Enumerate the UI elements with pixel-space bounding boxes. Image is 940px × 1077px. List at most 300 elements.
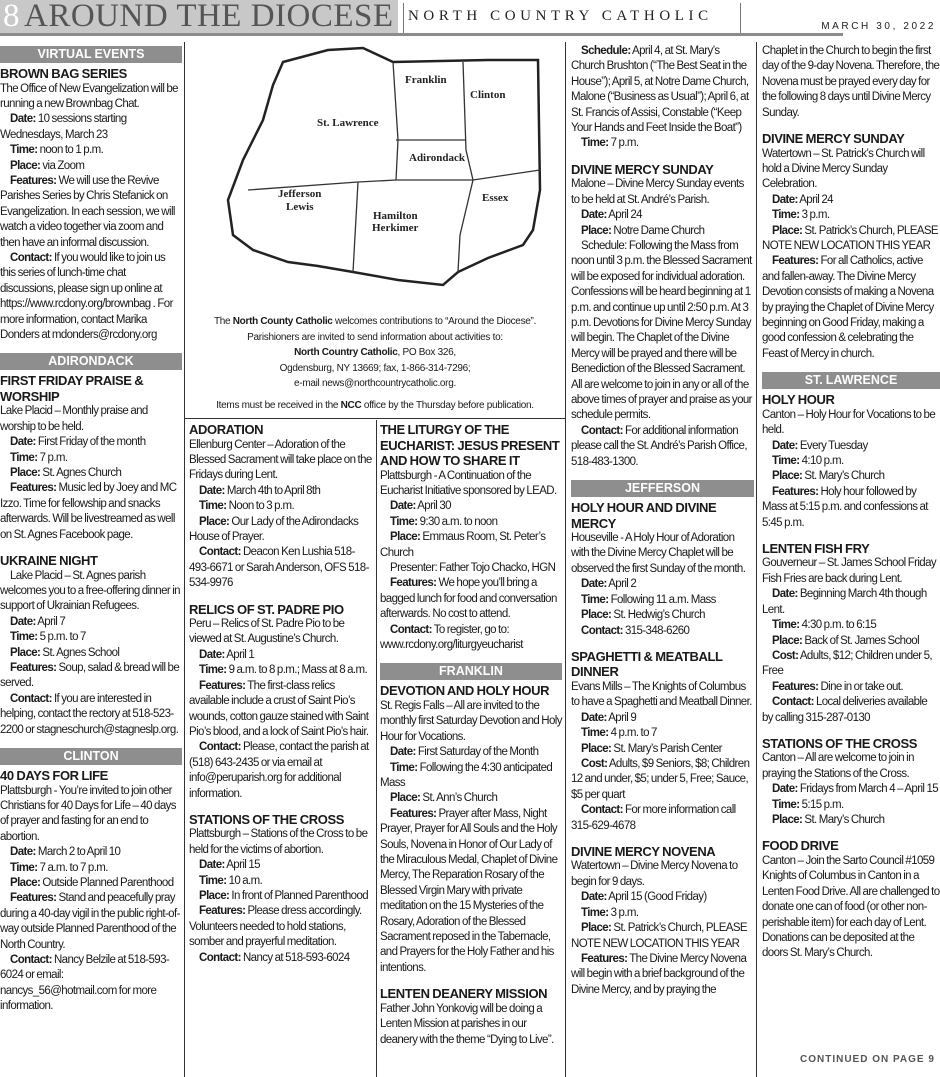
detail-text: March 4th to April 8th — [224, 484, 321, 497]
detail-label: Time: — [10, 861, 38, 874]
detail-text: Ellenburg Center – Adoration of the Blessed Sacrament will take place on the Fridays during Lent. — [189, 438, 372, 482]
event-detail — [0, 784, 182, 846]
detail-text: April 7 — [35, 615, 66, 628]
detail-text: Beginning March 4th though Lent. — [762, 588, 927, 616]
detail-label: Contact: — [10, 251, 52, 264]
event-detail — [762, 782, 940, 797]
detail-text: Plattsburgh - You’re invited to join other Christians for 40 Days for Life – 40 days of prayer and fasting for an end to abortion. — [0, 784, 176, 843]
detail-text: Our Lady of the Adirondacks House of Prayer. — [189, 515, 359, 543]
detail-label: Place: — [581, 609, 612, 622]
event-listing — [380, 683, 562, 976]
event-detail — [189, 648, 373, 663]
detail-label: Features: — [199, 679, 246, 692]
event-detail — [762, 854, 940, 962]
county-label: Adirondack — [409, 152, 466, 164]
event-detail — [380, 515, 562, 530]
column-rule — [184, 42, 185, 1077]
event-detail — [571, 711, 754, 726]
credits-text: e-mail news@northcountrycatholic.org. — [294, 378, 456, 389]
detail-text: 4:10 p.m. — [799, 454, 844, 467]
event-title: SPAGHETTI & MEATBALL DINNER — [571, 648, 723, 680]
credits-text: , PO Box 326, — [397, 347, 456, 358]
credits-line — [188, 330, 562, 346]
detail-label: Cost: — [581, 757, 608, 770]
event-detail — [0, 112, 182, 143]
detail-label: Place: — [772, 634, 803, 647]
county-label: Jefferson — [278, 188, 322, 200]
event-detail — [762, 634, 940, 649]
event-detail — [762, 485, 940, 531]
event-detail — [571, 177, 754, 208]
column-2 — [189, 422, 373, 976]
event-detail — [0, 630, 182, 645]
event-listing — [762, 541, 940, 726]
detail-label: Time: — [199, 500, 227, 513]
event-detail — [571, 952, 754, 998]
detail-label: Place: — [772, 814, 803, 827]
event-title: STATIONS OF THE CROSS — [189, 811, 345, 827]
detail-label: Date: — [199, 859, 225, 872]
event-detail — [189, 951, 373, 966]
event-detail — [571, 44, 754, 136]
detail-text: Malone – Divine Mercy Sunday events to be held at St. André’s Parish. — [571, 178, 744, 206]
section-header-st-lawrence: ST. LAWRENCE — [762, 372, 940, 389]
event-detail — [0, 845, 182, 860]
event-detail — [571, 803, 754, 834]
event-detail — [571, 608, 754, 623]
detail-text: St. Mary’s Parish Center — [611, 742, 722, 755]
event-detail — [571, 239, 754, 424]
credits-text: office by the Thursday before publication. — [361, 399, 534, 411]
detail-text: St. Agnes Church — [40, 467, 122, 480]
detail-text: Watertown – Divine Mercy Novena to begin for 9 days. — [571, 860, 738, 888]
detail-text: Emmaus Room, St. Peter’s Church — [380, 531, 546, 559]
column-4 — [571, 44, 754, 1008]
credits-line — [188, 314, 562, 330]
column-rule — [565, 42, 566, 1077]
detail-text: Holy hour followed by Mass at 5:15 p.m. and confessions at 5:45 p.m. — [762, 485, 928, 529]
event-title: DEVOTION AND HOLY HOUR — [380, 683, 550, 699]
detail-text: Fridays from March 4 – April 15 — [797, 783, 939, 796]
event-detail — [380, 576, 562, 622]
detail-text: 7 p.m. — [37, 451, 68, 464]
event-title: LENTEN FISH FRY — [762, 540, 870, 556]
divider — [398, 33, 843, 36]
column-rule — [376, 420, 377, 1077]
event-detail — [380, 791, 562, 806]
detail-text: April 1 — [224, 648, 255, 661]
event-detail — [762, 798, 940, 813]
detail-text: St. Ann’s Church — [420, 792, 498, 805]
masthead — [0, 0, 940, 40]
event-detail — [380, 761, 562, 792]
column-3 — [380, 422, 562, 1058]
detail-label: Contact: — [581, 624, 623, 637]
credits-line — [188, 345, 562, 361]
event-title: UKRAINE NIGHT — [0, 553, 98, 569]
event-detail — [762, 439, 940, 454]
detail-text: 315-348-6260 — [622, 624, 690, 637]
detail-text: Soup, salad & bread will be served. — [0, 662, 180, 690]
event-detail — [0, 615, 182, 630]
event-title: DIVINE MERCY SUNDAY — [762, 131, 905, 147]
event-detail — [380, 530, 562, 561]
publication-name: North Country Catholic — [294, 347, 398, 358]
county-label: Lewis — [286, 201, 314, 213]
event-title: THE LITURGY OF THE EUCHARIST: JESUS PRESENT AND HOW TO SHARE IT — [380, 422, 560, 468]
detail-text: For all Catholics, active and fallen-away. The Divine Mercy Devotion consists of making a Novena by praying the Chaplet of Divine Mercy beginning on Good Friday, making a good confession & celebrating the Feast of Mercy in church. — [762, 255, 934, 360]
detail-text: April 15 (Good Friday) — [606, 891, 707, 904]
event-detail — [762, 695, 940, 726]
diocese-map — [188, 40, 562, 315]
divider — [740, 3, 741, 33]
event-detail — [380, 561, 562, 576]
detail-label: Contact: — [199, 741, 241, 754]
credits-text: Parishioners are invited to send information about activities to: — [247, 331, 503, 343]
event-listing — [571, 44, 754, 152]
event-detail — [571, 726, 754, 741]
event-detail — [0, 891, 182, 953]
event-detail — [762, 147, 940, 193]
detail-text: via Zoom — [40, 159, 85, 172]
detail-label: Place: — [10, 467, 41, 480]
event-listing — [0, 66, 182, 343]
event-detail — [0, 481, 182, 543]
detail-label: Time: — [390, 515, 418, 528]
event-detail — [762, 649, 940, 680]
event-detail — [571, 859, 754, 890]
county-label: Herkimer — [372, 222, 419, 234]
detail-text: Back of St. James School — [802, 634, 920, 647]
event-detail — [571, 208, 754, 223]
detail-text: For additional information please call the St. André’s Parish Office, 518-483-1300. — [571, 424, 747, 468]
column-1 — [0, 44, 182, 1025]
detail-text: Chaplet in the Church to begin the first day of the 9-day Novena. Therefore, the Novena must be prayed every day for the following 8 days until Divine Mercy Sunday. — [762, 45, 940, 119]
detail-text: 5:15 p.m. — [799, 798, 844, 811]
detail-text: noon to 1 p.m. — [37, 144, 104, 157]
detail-label: Place: — [581, 224, 612, 237]
detail-label: Time: — [581, 727, 609, 740]
event-detail — [762, 224, 940, 255]
detail-label: Features: — [10, 662, 57, 674]
detail-text: Noon to 3 p.m. — [226, 500, 295, 513]
county-label: St. Lawrence — [317, 117, 379, 129]
event-detail — [571, 224, 754, 239]
event-detail — [0, 646, 182, 661]
event-title: BROWN BAG SERIES — [0, 66, 127, 81]
detail-label: Date: — [772, 439, 798, 452]
event-listing — [189, 812, 373, 966]
event-detail — [571, 577, 754, 592]
detail-text: Please dress accordingly. Volunteers needed to hold stations, somber and prayerful meditation. — [189, 905, 362, 949]
event-detail — [0, 435, 182, 450]
detail-text: Please, contact the parish at (518) 643-2435 or via email at info@peruparish.org for additional information. — [189, 741, 369, 800]
detail-label: Place: — [772, 224, 803, 237]
detail-label: Time: — [10, 451, 38, 464]
event-detail — [762, 587, 940, 618]
event-listing — [571, 649, 754, 834]
event-detail — [762, 208, 940, 223]
event-detail — [762, 751, 940, 782]
event-detail — [762, 469, 940, 484]
detail-label: Features: — [772, 255, 819, 268]
detail-label: Cost: — [772, 649, 799, 662]
detail-text: 3 p.m. — [608, 906, 639, 919]
detail-text: Following the 4:30 anticipated Mass — [380, 761, 553, 789]
detail-text: 4 p.m. to 7 — [608, 727, 657, 740]
detail-label: Place: — [390, 792, 421, 805]
detail-text: St. Regis Falls – All are invited to the monthly first Saturday Devotion and Holy Hour for Vocations. — [380, 699, 562, 743]
detail-label: Date: — [199, 648, 225, 661]
event-listing — [762, 392, 940, 531]
event-title: LENTEN DEANERY MISSION — [380, 986, 548, 1002]
county-map-graphic — [188, 40, 562, 315]
detail-text: Adults, $9 Seniors, $8; Children 12 and under, $5; under 5, Free; Sauce, $5 per quart — [571, 757, 750, 801]
event-detail — [380, 1002, 562, 1048]
diocese-outline — [228, 48, 540, 285]
detail-label: Place: — [772, 470, 803, 483]
event-listing — [762, 44, 940, 121]
event-listing — [0, 373, 182, 543]
detail-text: Plattsburgh - A Continuation of the Eucharist Initiative sponsored by LEAD. — [380, 469, 557, 497]
event-title: DIVINE MERCY SUNDAY — [571, 161, 714, 177]
detail-text: St. Mary’s Church — [802, 814, 885, 827]
detail-label: Time: — [581, 137, 609, 150]
detail-text: Dine in or take out. — [818, 680, 903, 693]
detail-label: Time: — [772, 619, 800, 632]
paper-name: NORTH COUNTRY CATHOLIC — [408, 8, 713, 24]
detail-text: Schedule: Following the Mass from noon until 3 p.m. the Blessed Sacrament will be exposed for individual adoration. Confessions will be heard beginning at 1 p.m. and continue up until 2:50 p.m. At 3 p.m. Devotions for Divine Mercy Sunday will begin. The Chaplet of the Divine Mercy will be prayed and there will be Benediction of the Blessed Sacrament. All are welcome to join in any or all of the above times of prayer and praise as your schedule permits. — [571, 239, 752, 422]
detail-label: Place: — [199, 515, 230, 528]
detail-label: Date: — [772, 588, 798, 601]
detail-text: First Saturday of the Month — [415, 746, 539, 759]
detail-label: Place: — [199, 890, 230, 903]
detail-label: Time: — [772, 798, 800, 811]
detail-text: 3 p.m. — [799, 209, 830, 222]
event-detail — [0, 876, 182, 891]
continued-on-page-link[interactable]: CONTINUED ON PAGE 9 — [800, 1054, 935, 1065]
detail-label: Place: — [581, 742, 612, 755]
detail-label: Date: — [390, 500, 416, 513]
event-detail — [0, 251, 182, 343]
event-title: DIVINE MERCY NOVENA — [571, 843, 716, 859]
detail-label: Contact: — [581, 804, 623, 817]
detail-text: Lake Placid – St. Agnes parish welcomes you to a free-offering dinner in support of Ukrainian Refugees. — [0, 569, 180, 613]
detail-label: Date: — [10, 846, 36, 859]
detail-label: Contact: — [10, 692, 52, 705]
detail-text: Prayer after Mass, Night Prayer, Prayer for All Souls and the Holy Souls, Novena in Honor of Our Lady of the Miraculous Medal, Chaplet of Divine Mercy, The Reparation Rosary of the Blessed Virgin Mary with private meditation on the 15 Mysteries of the Rosary, Adoration of the Blessed Sacrament reposed in the Tabernacle, and Prayers for the Holy Father and his intentions. — [380, 807, 558, 974]
detail-label: Date: — [390, 746, 416, 759]
event-detail — [189, 679, 373, 741]
event-title: HOLY HOUR AND DIVINE MERCY — [571, 500, 717, 531]
detail-text: Peru – Relics of St. Padre Pio to be viewed at St. Augustine’s Church. — [189, 618, 345, 646]
detail-text: Canton – Join the Sarto Council #1059 Knights of Columbus in Canton in a Lenten Food Drive. All are challenged to donate one can of food (or other non-perishable item) for each day of Lent. Donations can be deposited at the doors St. Mary’s Church. — [762, 854, 940, 960]
detail-label: Contact: — [10, 954, 52, 966]
event-detail — [189, 663, 373, 678]
detail-label: Features: — [390, 807, 437, 820]
detail-label: Features: — [390, 577, 437, 590]
detail-text: Every Tuesday — [797, 439, 868, 452]
detail-label: Features: — [10, 174, 57, 187]
credits-line — [188, 376, 562, 392]
county-label: Franklin — [405, 74, 447, 86]
event-detail — [0, 692, 182, 738]
detail-text: If you are interested in helping, contact the rectory at 518-523-2200 or stagneschurch@stagneslp.org. — [0, 692, 179, 736]
detail-text: Music led by Joey and MC Izzo. Time for fellowship and snacks afterwards. Will be livestreamed as well on St. Agnes Facebook page. — [0, 482, 177, 541]
event-detail — [571, 890, 754, 905]
section-header-adirondack: ADIRONDACK — [0, 353, 182, 370]
detail-text: April 24 — [797, 193, 833, 206]
event-detail — [762, 556, 940, 587]
detail-text: The Office of New Evangelization will be running a new Brownbag Chat. — [0, 82, 178, 110]
detail-text: Evans Mills – The Knights of Columbus to have a Spaghetti and Meatball Dinner. — [571, 680, 752, 709]
event-detail — [571, 906, 754, 921]
detail-text: We will use the Revive Parishes Series by Chris Stefanick on Evangelization. In each session, we will watch a video together via zoom and then have an informal discussion. — [0, 174, 175, 249]
event-detail — [762, 408, 940, 439]
event-detail — [189, 499, 373, 514]
detail-text: For more information call 315-629-4678 — [571, 804, 736, 832]
event-detail — [571, 921, 754, 952]
detail-label: Features: — [772, 485, 819, 498]
detail-label: Contact: — [199, 546, 241, 559]
divider — [403, 3, 404, 33]
event-detail — [571, 531, 754, 577]
county-label: Hamilton — [373, 210, 418, 222]
event-detail — [571, 593, 754, 608]
detail-label: Time: — [772, 209, 800, 222]
event-detail — [0, 404, 182, 435]
detail-label: Time: — [772, 454, 800, 467]
event-detail — [762, 44, 940, 121]
detail-text: Stand and peacefully pray during a 40-day vigil in the public right-of-way outside Planned Parenthood of the North Country. — [0, 892, 180, 951]
event-detail — [189, 874, 373, 889]
section-banner — [0, 0, 398, 36]
publication-name: NCC — [340, 399, 362, 411]
detail-text: The first-class relics available include a crust of Saint Pio’s wounds, cotton gauze stained with Saint Pio’s blood, and a lock of Saint Pio’s hair. — [189, 679, 369, 738]
detail-text: 7 a.m. to 7 p.m. — [37, 861, 108, 874]
credits-line — [188, 398, 562, 414]
detail-text: April 30 — [415, 500, 451, 513]
detail-text: Canton – Holy Hour for Vocations to be held. — [762, 408, 936, 437]
detail-text: Nancy at 518-593-6024 — [240, 951, 350, 964]
section-header-virtual-events: VIRTUAL EVENTS — [0, 46, 182, 63]
detail-text: 10 a.m. — [226, 874, 263, 887]
detail-label: Contact: — [581, 424, 623, 437]
detail-label: Place: — [10, 159, 41, 172]
event-title: FOOD DRIVE — [762, 838, 839, 854]
detail-label: Features: — [772, 680, 819, 693]
event-detail — [0, 82, 182, 113]
detail-label: Time: — [199, 664, 227, 677]
section-header-clinton: CLINTON — [0, 748, 182, 765]
detail-text: Watertown – St. Patrick’s Church will hold a Divine Mercy Sunday Celebration. — [762, 147, 925, 191]
detail-text: Presenter: Father Tojo Chacko, HGN — [390, 561, 556, 574]
event-detail — [380, 623, 562, 654]
detail-label: Time: — [581, 593, 609, 606]
event-title: RELICS OF ST. PADRE PIO — [189, 601, 344, 617]
detail-label: Contact: — [390, 623, 432, 636]
credits-text: welcomes contributions to “Around the Diocese”. — [332, 316, 537, 327]
detail-text: 5 p.m. to 7 — [37, 631, 86, 644]
event-title: FIRST FRIDAY PRAISE & WORSHIP — [0, 373, 144, 404]
event-listing — [380, 986, 562, 1048]
event-detail — [0, 661, 182, 692]
event-listing — [762, 838, 940, 961]
detail-text: Adults, $12; Children under 5, Free — [762, 649, 933, 678]
detail-text: 7 p.m. — [608, 137, 639, 150]
detail-text: Local deliveries available by calling 315-287-0130 — [762, 696, 928, 724]
event-detail — [571, 757, 754, 803]
column-rule — [756, 42, 757, 1077]
event-detail — [189, 827, 373, 858]
event-detail — [0, 861, 182, 876]
detail-text: If you would like to join us this series of lunch-time chat discussions, please sign up online at https://www.rcdony.org/brownbag . For more information, contact Marika Donders at mdonders@rcdony.org — [0, 251, 173, 341]
event-detail — [380, 469, 562, 500]
detail-label: Place: — [390, 531, 421, 544]
detail-text: Houseville - A Holy Hour of Adoration with the Divine Mercy Chaplet will be observed the first Sunday of the month. — [571, 532, 746, 575]
event-detail — [189, 904, 373, 950]
detail-text: April 4, at St. Mary’s Church Brushton (“The Best Seat in the House”); April 5, at Notre Dame Church, Malone (“Business as Usual”); April 6, at St. Francis of Assisi, Constable (“Keep Your Hands and Feet Inside the Boat”) — [571, 45, 749, 135]
credits-line — [188, 361, 562, 377]
detail-label: Place: — [10, 646, 41, 659]
detail-text: St. Agnes School — [40, 646, 120, 659]
event-detail — [189, 515, 373, 546]
event-detail — [189, 740, 373, 802]
event-title: ADORATION — [189, 422, 264, 437]
detail-text: In front of Planned Parenthood — [229, 890, 369, 903]
detail-label: Time: — [10, 144, 38, 157]
detail-text: Lake Placid – Monthly praise and worship to be held. — [0, 405, 148, 433]
event-detail — [762, 193, 940, 208]
detail-label: Date: — [581, 891, 607, 904]
event-detail — [380, 499, 562, 514]
detail-label: Date: — [199, 484, 225, 497]
detail-text: 10 sessions starting Wednesdays, March 23 — [0, 113, 127, 141]
detail-text: Canton – All are welcome to join in praying the Stations of the Cross. — [762, 752, 914, 780]
detail-text: To register, go to: www.rcdony.org/liturgyeucharist — [380, 623, 523, 651]
detail-text: March 2 to April 10 — [35, 846, 121, 859]
event-detail — [571, 624, 754, 639]
event-listing — [0, 553, 182, 738]
credits-text: Ogdensburg, NY 13669; fax, 1-866-314-7296; — [279, 362, 471, 374]
detail-label: Features: — [199, 905, 246, 918]
detail-label: Time: — [10, 631, 38, 644]
event-detail — [380, 807, 562, 976]
event-detail — [189, 617, 373, 648]
county-label: Clinton — [470, 89, 506, 101]
event-listing — [189, 602, 373, 802]
event-detail — [189, 858, 373, 873]
event-detail — [762, 813, 940, 828]
detail-label: Contact: — [199, 951, 241, 964]
detail-text: April 15 — [224, 859, 260, 872]
issue-date: MARCH 30, 2022 — [821, 21, 936, 32]
detail-label: Date: — [581, 711, 607, 724]
detail-label: Place: — [581, 922, 612, 935]
detail-text: 9 a.m. to 8 p.m.; Mass at 8 a.m. — [226, 664, 368, 677]
detail-label: Features: — [10, 482, 57, 495]
event-listing — [762, 131, 940, 362]
detail-text: Deacon Ken Lushia 518-493-6671 or Sarah Anderson, OFS 518-534-9976 — [189, 546, 369, 590]
event-detail — [571, 136, 754, 151]
event-listing — [380, 422, 562, 653]
detail-text: First Friday of the month — [35, 436, 146, 449]
section-title: AROUND THE DIOCESE — [24, 0, 394, 34]
event-detail — [0, 143, 182, 158]
detail-text: 9:30 a.m. to noon — [417, 515, 498, 528]
map-box-rule — [184, 418, 565, 419]
detail-text: Following 11 a.m. Mass — [608, 593, 716, 606]
